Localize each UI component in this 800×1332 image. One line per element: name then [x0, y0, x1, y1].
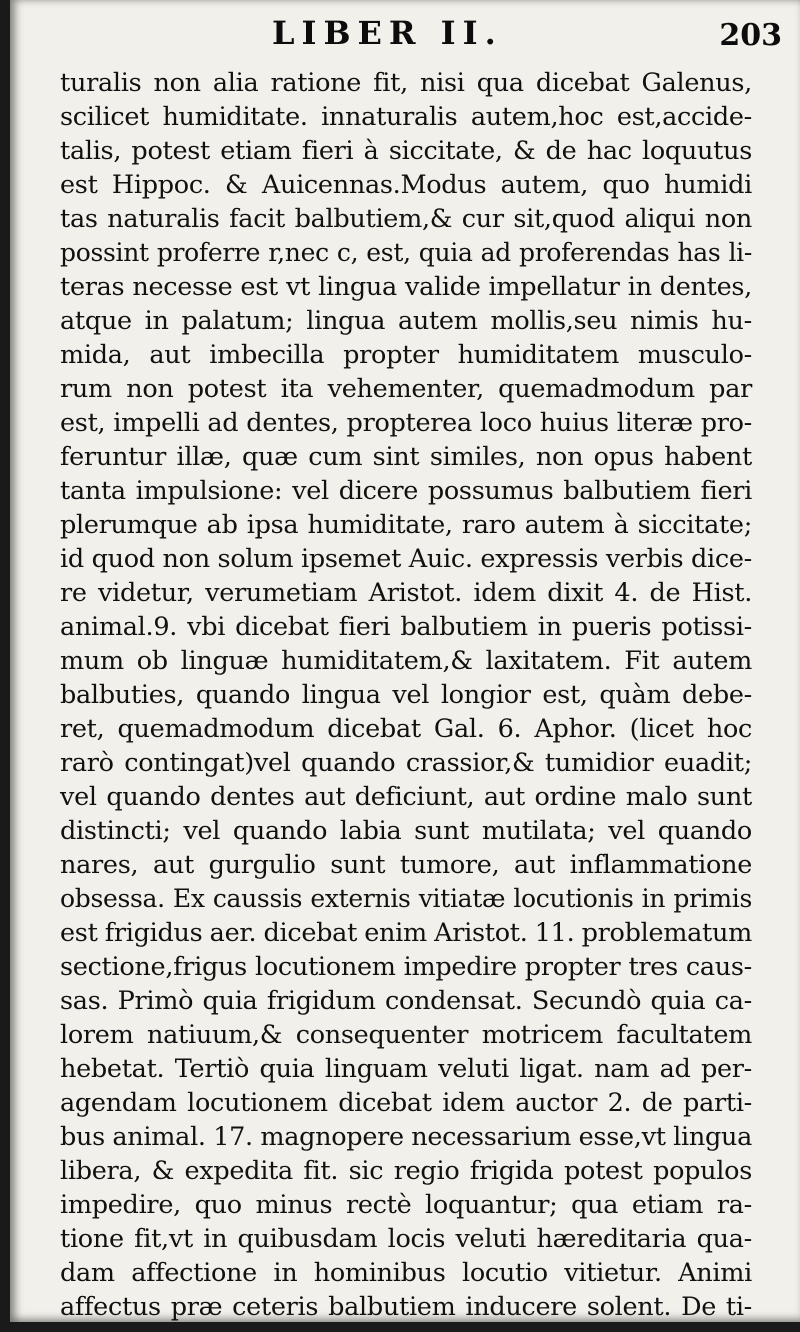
text-line: distincti; vel quando labia sunt mutilata; vel quando [60, 816, 752, 846]
text-line: possint proferre r,nec c, est, quia ad proferendas has li- [60, 238, 752, 267]
text-line: est frigidus aer. dicebat enim Aristot. 11. problematum [60, 918, 752, 948]
text-line: mum ob linguæ humiditatem,& laxitatem. Fit autem [60, 646, 752, 676]
text-line: animal.9. vbi dicebat fieri balbutiem in pueris potissi- [60, 612, 752, 642]
text-line: affectus præ ceteris balbutiem inducere solent. De ti- [60, 1292, 752, 1322]
text-line: impedire, quo minus rectè loquantur; qua etiam ra- [60, 1190, 752, 1220]
text-line: tas naturalis facit balbutiem,& cur sit,quod aliqui non [60, 204, 752, 234]
text-line: mida, aut imbecilla propter humiditatem musculo- [60, 340, 752, 370]
text-line: atque in palatum; lingua autem mollis,seu nimis hu- [60, 306, 752, 336]
page-number: 203 [719, 18, 782, 53]
text-line: est Hippoc. & Auicennas.Modus autem, quo humidi [60, 170, 752, 200]
text-line: libera, & expedita fit. sic regio frigida potest populos [60, 1156, 752, 1186]
book-page [10, 0, 800, 1322]
text-line: plerumque ab ipsa humiditate, raro autem à siccitate; [60, 510, 752, 540]
text-line: sas. Primò quia frigidum condensat. Secundò quia ca- [60, 986, 752, 1016]
text-line: scilicet humiditate. innaturalis autem,hoc est,accide- [60, 102, 752, 132]
text-line: tanta impulsione: vel dicere possumus balbutiem fieri [60, 476, 752, 506]
text-line: id quod non solum ipsemet Auic. expressis verbis dice- [60, 544, 752, 574]
text-line: talis, potest etiam fieri à siccitate, & de hac loquutus [60, 136, 752, 166]
text-line: bus animal. 17. magnopere necessarium esse,vt lingua [60, 1122, 752, 1152]
text-line: balbuties, quando lingua vel longior est, quàm debe- [60, 680, 752, 710]
text-line: sectione,frigus locutionem impedire propter tres caus- [60, 952, 752, 982]
text-line: turalis non alia ratione fit, nisi qua dicebat Galenus, [60, 68, 752, 98]
body-text [60, 66, 752, 1324]
text-line: re videtur, verumetiam Aristot. idem dixit 4. de Hist. [60, 578, 752, 608]
text-line: lorem natiuum,& consequenter motricem facultatem [60, 1020, 752, 1050]
text-line: agendam locutionem dicebat idem auctor 2. de parti- [60, 1088, 752, 1118]
text-line: vel quando dentes aut deficiunt, aut ordine malo sunt [60, 782, 752, 812]
text-line: rum non potest ita vehementer, quemadmodum par [60, 374, 752, 404]
text-line: dam affectione in hominibus locutio vitietur. Animi [60, 1258, 752, 1288]
running-head: LIBER II. [272, 14, 503, 52]
text-line: obsessa. Ex caussis externis vitiatæ locutionis in primis [60, 884, 752, 913]
text-line: nares, aut gurgulio sunt tumore, aut inflammatione [60, 850, 752, 880]
text-line: rarò contingat)vel quando crassior,& tumidior euadit; [60, 748, 752, 778]
text-line: teras necesse est vt lingua valide impellatur in dentes, [60, 272, 752, 302]
page-header [10, 8, 800, 58]
text-line: est, impelli ad dentes, propterea loco huius literæ pro- [60, 408, 752, 438]
text-line: hebetat. Tertiò quia linguam veluti ligat. nam ad per- [60, 1054, 752, 1084]
text-line: feruntur illæ, quæ cum sint similes, non opus habent [60, 442, 752, 472]
text-line: ret, quemadmodum dicebat Gal. 6. Aphor. (licet hoc [60, 714, 752, 744]
text-line: tione fit,vt in quibusdam locis veluti hæreditaria qua- [60, 1224, 752, 1254]
